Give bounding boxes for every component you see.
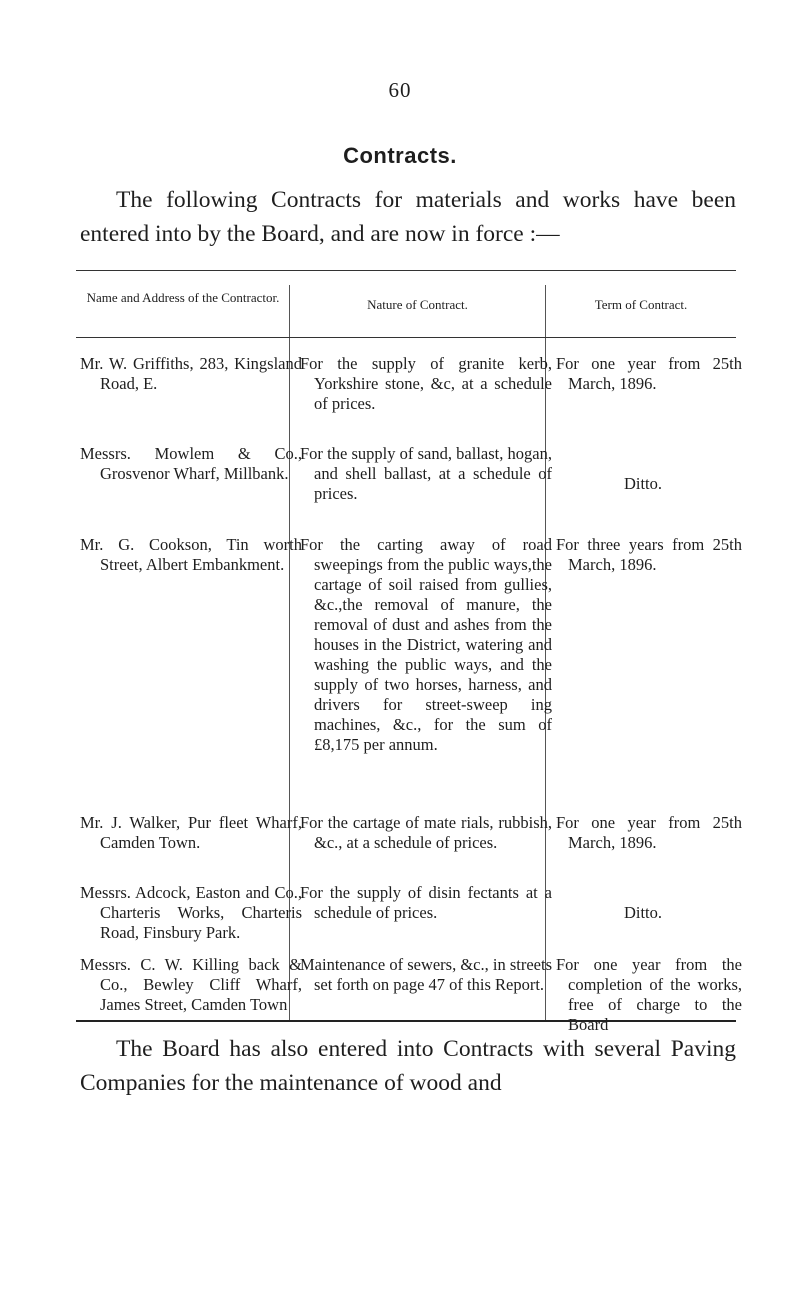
section-title: Contracts. bbox=[343, 143, 457, 168]
term-cell: Ditto. bbox=[623, 903, 663, 922]
term-cell: Ditto. bbox=[623, 474, 663, 493]
term-cell: For three years from 25th March, 1896. bbox=[556, 535, 742, 574]
contractor-cell: Mr. J. Walker, Pur fleet Wharf, Camden Town. bbox=[80, 813, 302, 852]
nature-cell: For the cartage of mate rials, rubbish, &c., at a schedule of prices. bbox=[300, 813, 552, 852]
table-top-rule bbox=[76, 270, 736, 271]
contractor-cell: Messrs. Adcock, Easton and Co., Charteris Works, Charteris Road, Finsbury Park. bbox=[80, 883, 302, 942]
term-cell: For one year from the completion of the works, free of charge to the Board bbox=[556, 955, 742, 1034]
contractor-cell: Mr. W. Griffiths, 283, Kingsland Road, E. bbox=[80, 354, 302, 393]
nature-cell: For the carting away of road sweepings from the public ways,the cartage of soil raised from gullies, &c.,the removal of manure, the removal of dust and ashes from the houses in the District, watering and washing the public ways, and the supply of two horses, harness, and drivers for street-sweep ing machines, &c., for the sum of £8,175 per annum. bbox=[300, 535, 552, 754]
page-number: 60 bbox=[388, 78, 412, 102]
nature-cell: Maintenance of sewers, &c., in streets set forth on page 47 of this Report. bbox=[300, 955, 552, 994]
header-rule bbox=[76, 337, 736, 338]
table-bottom-rule bbox=[76, 1020, 736, 1022]
contractor-cell: Mr. G. Cookson, Tin worth Street, Albert Embankment. bbox=[80, 535, 302, 574]
nature-cell: For the supply of disin fectants at a schedule of prices. bbox=[300, 883, 552, 922]
closing-paragraph: The Board has also entered into Contracts with several Paving Companies for the maintenance of wood and bbox=[80, 1036, 736, 1096]
header-term: Term of Contract. bbox=[594, 297, 688, 312]
contractor-cell: Messrs. C. W. Killing back & Co., Bewley Cliff Wharf, James Street, Camden Town bbox=[80, 955, 302, 1014]
term-cell: For one year from 25th March, 1896. bbox=[556, 354, 742, 393]
nature-cell: For the supply of sand, ballast, hogan, and shell ballast, at a schedule of prices. bbox=[300, 444, 552, 503]
contractor-cell: Messrs. Mowlem & Co., Grosvenor Wharf, Millbank. bbox=[80, 444, 302, 483]
intro-paragraph: The following Contracts for materials and works have been entered into by the Board, and are now in force :— bbox=[80, 187, 736, 247]
term-cell: For one year from 25th March, 1896. bbox=[556, 813, 742, 852]
header-contractor: Name and Address of the Contractor. bbox=[86, 290, 280, 305]
header-nature: Nature of Contract. bbox=[367, 297, 468, 312]
nature-cell: For the supply of granite kerb, Yorkshire stone, &c, at a schedule of prices. bbox=[300, 354, 552, 413]
